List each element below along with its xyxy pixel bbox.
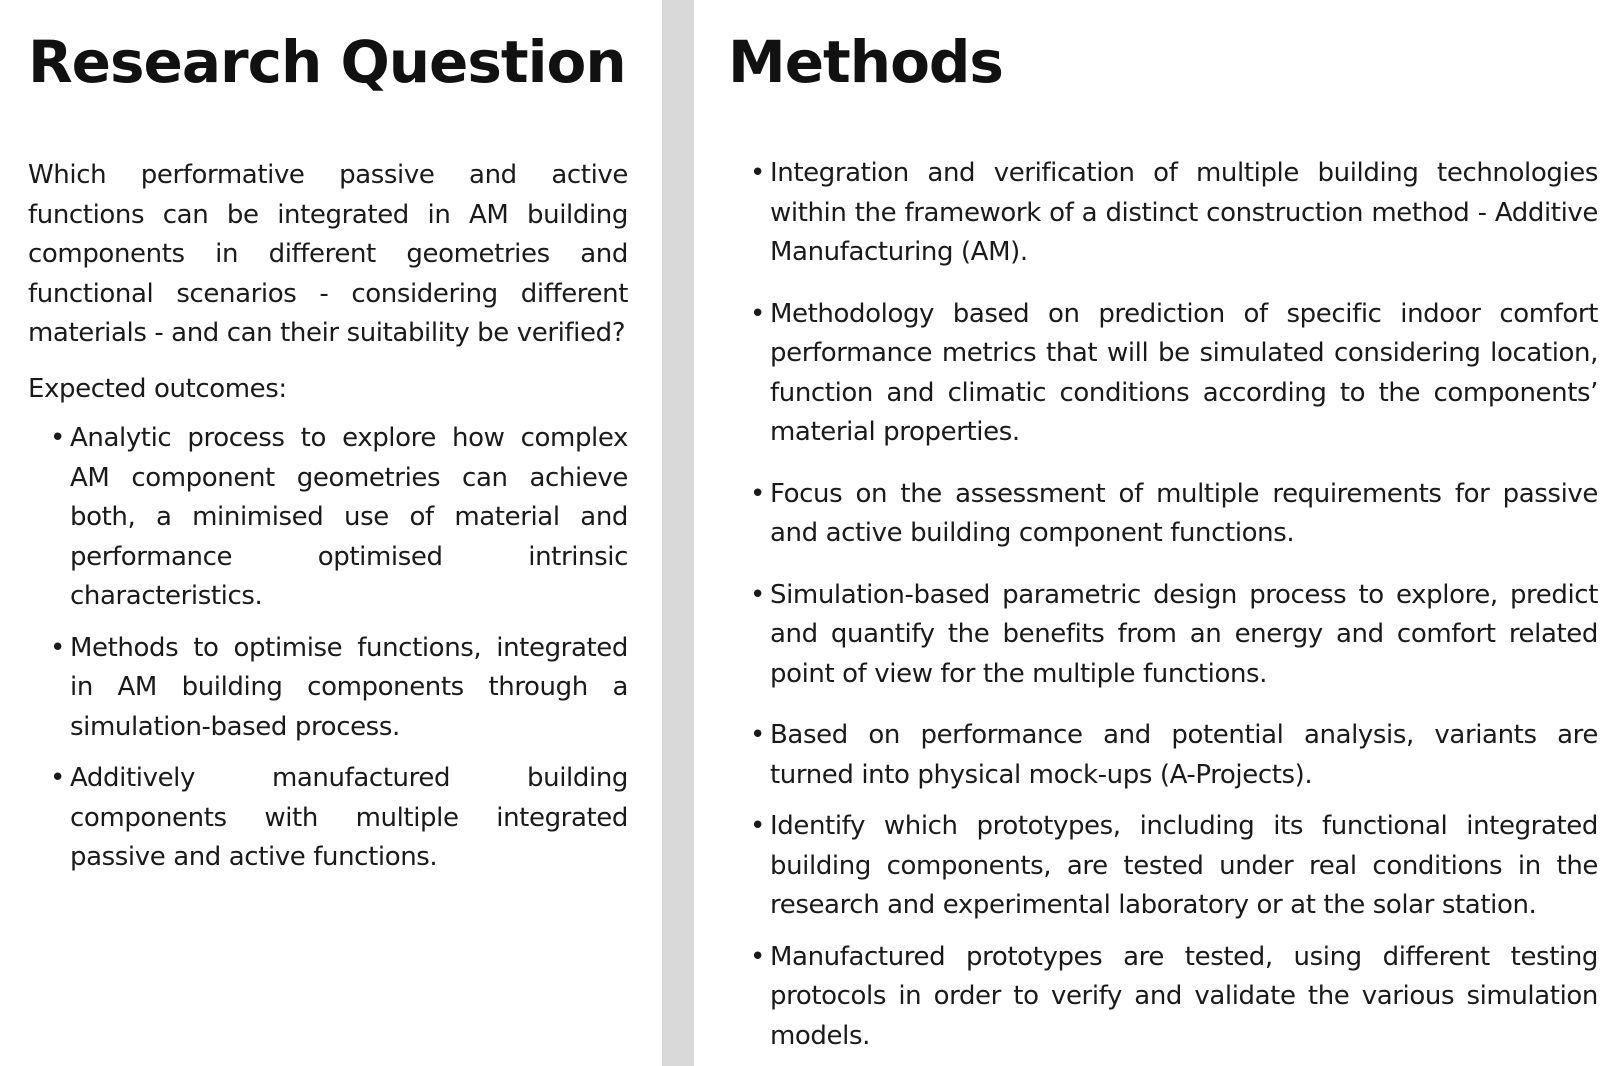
list-item-text: Manufactured prototypes are tested, using different testing protocols in order to verify and validate the various simulation models. [770,941,1598,1051]
list-item-text: Based on performance and potential analysis, variants are turned into physical mock-ups (A-Projects). [770,720,1598,790]
list-item [750,716,1598,795]
list-item [750,576,1598,695]
list-item [50,419,628,617]
list-item [50,759,628,878]
list-item [50,629,628,748]
research-question-text: Which performative passive and active functions can be integrated in AM building components in different geometries and functional scenarios - considering different materials - and can their suitability be verified? [28,160,628,348]
bullet-icon: • [750,158,765,188]
methods-title: Methods [728,28,1003,96]
list-item [750,154,1598,273]
list-item-text: Methodology based on prediction of specific indoor comfort performance metrics that will be simulated considering location, function and climatic conditions according to the components’ material properties. [770,298,1598,447]
expected-outcomes-heading: Expected outcomes: [28,373,287,404]
list-item-text: Identify which prototypes, including its functional integrated building components, are tested under real conditions in the research and experimental laboratory or at the solar station. [770,811,1598,920]
list-item-text: Additively manufactured building components with multiple integrated passive and active functions. [70,763,628,872]
bullet-icon: • [50,763,65,793]
list-item [750,938,1598,1057]
research-question-title: Research Question [28,28,626,96]
list-item [750,807,1598,926]
column-divider [662,0,694,1066]
list-item-text: Simulation-based parametric design process to explore, predict and quantify the benefits from an energy and comfort related point of view for the multiple functions. [770,579,1598,689]
list-item-text: Focus on the assessment of multiple requirements for passive and active building component functions. [770,478,1598,548]
list-item [750,295,1598,453]
list-item [750,475,1598,554]
bullet-icon: • [50,423,65,453]
bullet-icon: • [750,811,765,841]
bullet-icon: • [750,579,765,610]
list-item-text: Methods to optimise functions, integrated in AM building components through a simulation-based process. [70,632,628,742]
list-item-text: Integration and verification of multiple building technologies within the framework of a distinct construction method - Additive Manufacturing (AM). [770,158,1598,267]
bullet-icon: • [750,298,765,329]
bullet-icon: • [750,478,765,509]
bullet-icon: • [750,941,765,972]
bullet-icon: • [750,720,765,750]
methods-list [728,154,1598,1056]
expected-outcomes-list [28,419,628,878]
bullet-icon: • [50,632,65,663]
research-question-column [28,22,628,890]
list-item-text: Analytic process to explore how complex AM component geometries can achieve both, a minimised use of material and performance optimised intrinsic characteristics. [70,423,628,611]
methods-column [728,22,1598,1066]
